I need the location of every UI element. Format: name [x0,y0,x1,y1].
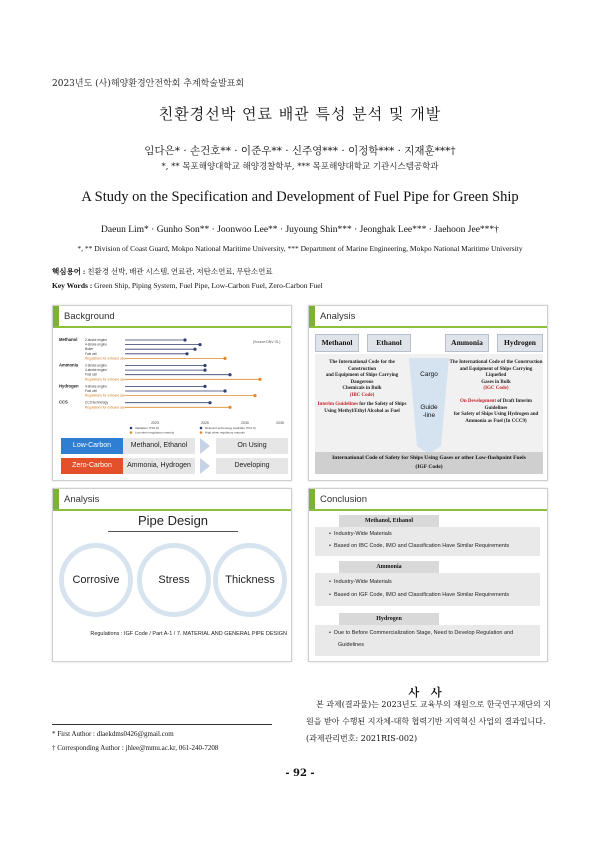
timeline-marker [193,348,196,351]
list-item: • Industry-Wide Materials [329,579,392,585]
heading-underline [108,531,238,532]
arrow-right-icon [200,438,210,454]
legend-entry: Relevant technology available (TRL 9) [205,426,256,430]
page-number: - 92 - [285,768,315,779]
conclusion-label-hydrogen: Hydrogen [339,613,439,625]
panel-conclusion [308,488,548,662]
timeline-marker [183,338,186,341]
authors-english: Daeun Lim* · Gunho Son** · Joonwoo Lee** · Juyoung Shin*** · Jeonghak Lee*** · Jaehoon Jee***† [101,225,499,235]
panel-analysis-codes [308,305,548,481]
legend-entry: Validation (TRL 8) [135,426,159,430]
conclusion-label-ammonia: Ammonia [339,561,439,573]
year-tick: 2030 [241,421,249,425]
pipe-design-heading: Pipe Design [137,513,209,528]
fuel-ethanol: Ethanol [367,334,411,352]
group-label: Methanol [59,337,78,342]
row-label: 4-stroke engine [85,342,107,347]
cargo-label: Cargo [420,371,438,378]
year-tick: 2023 [151,421,159,425]
list-item: • Due to Before Commercialization Stage, Need to Develop Regulation and [329,630,514,636]
fuel-hydrogen: Hydrogen [497,334,543,352]
timeline-marker [185,352,188,355]
fuel-timeline-chart [55,330,289,436]
year-tick: 2035 [276,421,284,425]
group-label: CCS [59,399,68,405]
panel-title: Analysis [64,494,100,505]
footnote-divider [52,724,272,725]
legend-entry: Low when regulatory maturity [135,430,175,435]
list-item-continued: Guidelines [338,642,364,648]
fuel-methanol: Methanol [315,334,359,352]
igc-code-box: The International Code of the Construction and Equipment of Ships Carrying Liquefied Gases in Bulk (IGC Code) [449,360,543,391]
zero-carbon-status: Developing [216,458,288,474]
panel-title: Conclusion [320,494,367,505]
affiliation-english: *, ** Division of Coast Guard, Mokpo National Maritime University, *** Department of Marine Engineering, Mokpo National Maritime University [77,244,523,253]
timeline-marker [228,406,231,409]
timeline-marker [228,373,231,376]
conclusion-section-hydrogen [315,625,540,656]
zero-carbon-fuels: Ammonia, Hydrogen [123,458,195,474]
row-label: Fuel cell [85,351,97,356]
legend-marker [200,427,203,430]
row-label: Regulations for onboard use [85,356,126,361]
authors-korean: 임다은* · 손건호** · 이준우** · 신주영*** · 이정학*** · 지재훈***† [144,145,456,157]
conclusion-section-ammonia [315,573,540,606]
list-item: • Based on IBC Code, IMO and Classification Have Similar Requirements [329,543,510,549]
panel-background [52,305,292,481]
conference-header: 2023년도 (사)해양환경안전학회 추계학술발표회 [52,79,245,89]
circle-corrosive: Corrosive [59,543,133,617]
timeline-marker [253,394,256,397]
row-label: Fuel cell [85,389,97,393]
list-item: • Industry-Wide Materials [329,531,392,537]
igf-code-box: International Code of Safety for Ships Using Gases or other Low-flashpoint Fuels (IGF Code) [315,452,543,474]
circle-thickness: Thickness [213,543,287,617]
regulation-note: Regulations : IGF Code / Part A-1 / 7. MATERIAL AND GENERAL PIPE DESIGN [90,631,287,637]
row-label: Fuel cell [85,372,97,377]
legend-entry: High when regulatory maturity [205,430,245,435]
group-label: Ammonia [59,362,79,368]
timeline-marker [203,369,206,372]
ibc-code-box: The International Code for the Construction and Equipment of Ships Carrying Dangerous Chemicals in Bulk (IBC Code) [325,360,399,398]
interim-guidelines-box: Interim Guidelines for the Safety of Ships Using Methyl/Ethyl Alcohol as Fuel [317,402,407,414]
conclusion-section-methanol [315,527,540,556]
arrow-right-icon [200,458,210,474]
fuel-ammonia: Ammonia [445,334,489,352]
low-carbon-status: On Using [216,438,288,454]
conclusion-label-methanol: Methanol, Ethanol [339,515,439,527]
row-label: 2-stroke engine [85,338,107,342]
footnote-corresponding-author: † Corresponding Author : jhlee@mmu.ac.kr, 061-240-7208 [52,744,219,752]
panel-title: Analysis [320,311,356,322]
timeline-marker [223,389,226,392]
acknowledgement-title: 사 사 [408,686,446,699]
draft-guidelines-box: On Development of Draft Interim Guidelines for Safety of Ships Using Hydrogen and Ammonia as Fuel (In CCC9) [453,399,539,424]
zero-carbon-tag: Zero-Carbon [61,458,123,474]
row-label: Regulations for onboard use [85,377,126,382]
row-label: 2-stroke engine [85,363,107,368]
row-label: Boiler [85,347,94,352]
legend-marker [130,431,133,434]
legend-marker [130,427,133,430]
panel-title: Background [64,311,115,322]
row-label: 4-stroke engine [85,384,107,389]
row-label: Regulations for onboard use [85,405,126,410]
timeline-marker [223,357,226,360]
panel-analysis-pipe [52,488,292,662]
title-korean: 친환경선박 연료 배관 특성 분석 및 개발 [158,105,442,123]
low-carbon-fuels: Methanol, Ethanol [123,438,195,454]
row-label: 4-stroke engine [85,368,107,373]
row-label: Regulations for onboard use [85,393,126,398]
timeline-marker [203,385,206,388]
footnote-first-author: * First Author : dlaekdms0426@gmail.com [52,730,174,738]
low-carbon-tag: Low-Carbon [61,438,123,454]
acknowledgement-text: 본 과제(결과물)는 2023년도 교육부의 재원으로 한국연구재단의 지원을 받아 수행된 지자체-대학 협력기반 지역혁신 사업의 결과입니다. (과제관리번호: 2021RIS-002) [306,700,552,743]
row-label: CCS technology [85,400,109,405]
timeline-marker [198,343,201,346]
affiliation-korean: *, ** 목포해양대학교 해양경찰학부, *** 목포해양대학교 기관시스템공학과 [161,162,439,172]
chart-source: (Source:DNV GL) [253,340,281,344]
year-tick: 2025 [201,421,209,425]
keywords-korean: 핵심용어 : 친환경 선박, 배관 시스템, 연료관, 저탄소연료, 무탄소연료 [52,267,273,276]
group-label: Hydrogen [59,383,79,389]
timeline-marker [258,378,261,381]
guideline-label: Guide -line [420,404,438,419]
legend-marker [200,431,203,434]
circle-stress: Stress [137,543,211,617]
timeline-marker [203,364,206,367]
timeline-marker [208,401,211,404]
list-item: • Based on IGF Code, IMO and Classification Have Similar Requirements [329,592,510,598]
title-english: A Study on the Specification and Development of Fuel Pipe for Green Ship [81,189,519,205]
keywords-english: Key Words : Green Ship, Piping System, Fuel Pipe, Low-Carbon Fuel, Zero-Carbon Fuel [52,281,323,290]
